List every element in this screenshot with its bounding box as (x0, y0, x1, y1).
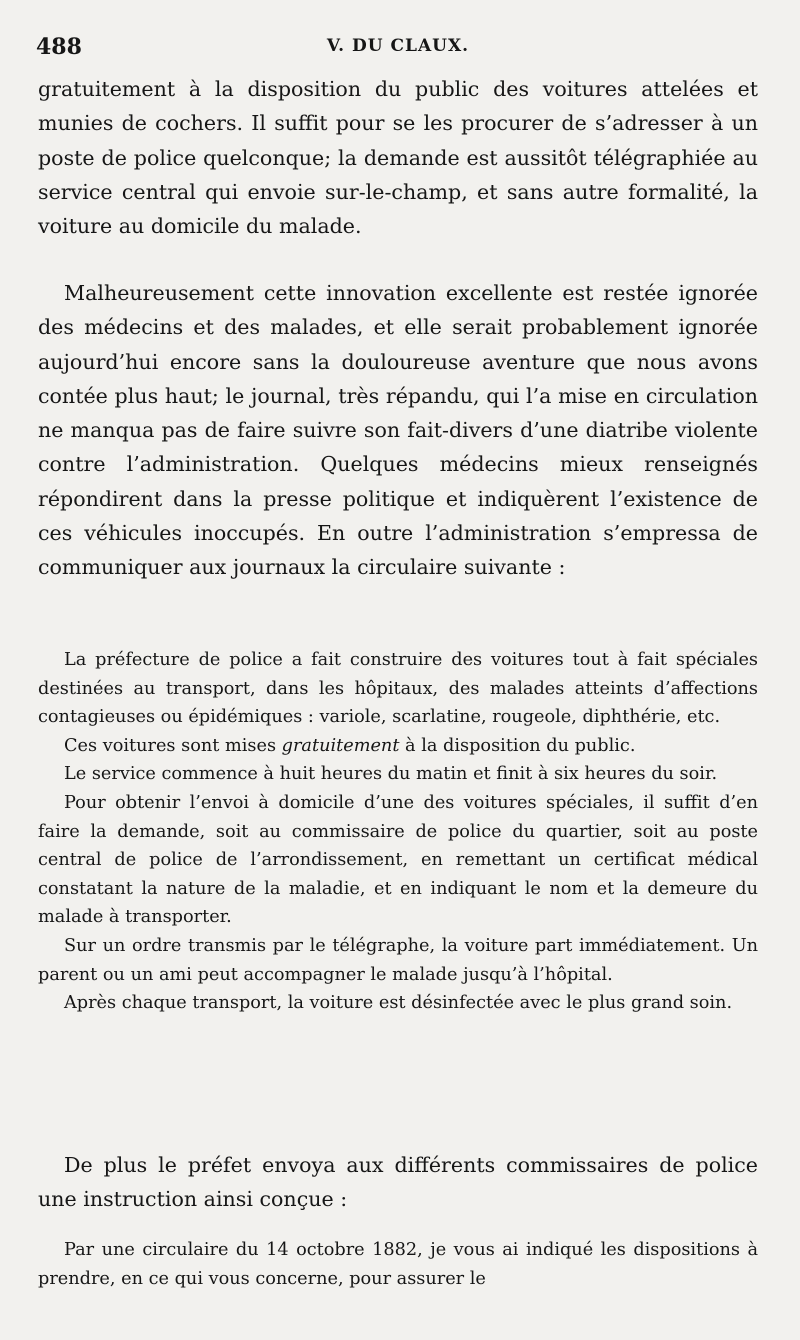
page-header (36, 34, 760, 66)
circular-paragraph-2 (38, 732, 758, 761)
paragraph-continuation: gratuitement à la disposition du public des voitures attelées et munies de cochers. Il suffit pour se les procurer de s’adresser à un poste de police quelconque; la demande est aussitôt télégraphiée au service central qui envoie sur-le-champ, et sans autre formalité, la voiture au domicile du malade. (38, 77, 758, 239)
body-block-2 (38, 276, 758, 585)
running-head: V. DU CLAUX. (326, 36, 470, 56)
circular-paragraph-4: Pour obtenir l’envoi à domicile d’une des voitures spéciales, il suffit d’en faire la demande, soit au commissaire de police du quartier, soit au poste central de police de l’arrondissement, en remettant un certificat médical constatant la nature de la maladie, et en indiquant le nom et la demeure du malade à transporter. (38, 792, 758, 928)
paragraph-malheureusement: Malheureusement cette innovation excellente est restée ignorée des médecins et des malades, et elle serait probablement ignorée aujourd’hui encore sans la douloureuse aventure que nous avons contée plus haut; le journal, très répandu, qui l’a mise en circulation ne manqua pas de faire suivre son fait-divers d’une diatribe violente contre l’administration. Quelques médecins mieux renseignés répondirent dans la presse politique et indiquèrent l’existence de ces véhicules inoccupés. En outre l’administration s’empressa de communiquer aux journaux la circulaire suivante : (38, 281, 758, 580)
quoted-instruction (38, 1236, 758, 1293)
page-number: 488 (36, 34, 82, 60)
paragraph-prefet: De plus le préfet envoya aux différents commissaires de police une instruction ainsi conçue : (38, 1153, 758, 1212)
circular-p2-start: Ces voitures sont mises (64, 735, 282, 756)
body-block-3 (38, 1148, 758, 1217)
circular-paragraph-1: La préfecture de police a fait construire des voitures tout à fait spéciales destinées au transport, dans les hôpitaux, des malades atteints d’affections contagieuses ou épidémiques : variole, scarlatine, rougeole, diphthérie, etc. (38, 650, 758, 728)
circular-paragraph-5: Sur un ordre transmis par le télégraphe, la voiture part immédiatement. Un parent ou un ami peut accompagner le malade jusqu’à l’hôpital. (38, 935, 758, 985)
circular-paragraph-6: Après chaque transport, la voiture est désinfectée avec le plus grand soin. (64, 993, 733, 1014)
instruction-paragraph-1: Par une circulaire du 14 octobre 1882, je vous ai indiqué les dispositions à prendre, en ce qui vous concerne, pour assurer le (38, 1240, 758, 1289)
circular-paragraph-3: Le service commence à huit heures du matin et finit à six heures du soir. (64, 764, 718, 785)
emphasis-gratuitement: gratuitement (281, 735, 400, 756)
circular-p2-end: à la disposition du public. (399, 735, 636, 756)
body-block-1 (38, 72, 758, 243)
quoted-circular (38, 646, 758, 1018)
